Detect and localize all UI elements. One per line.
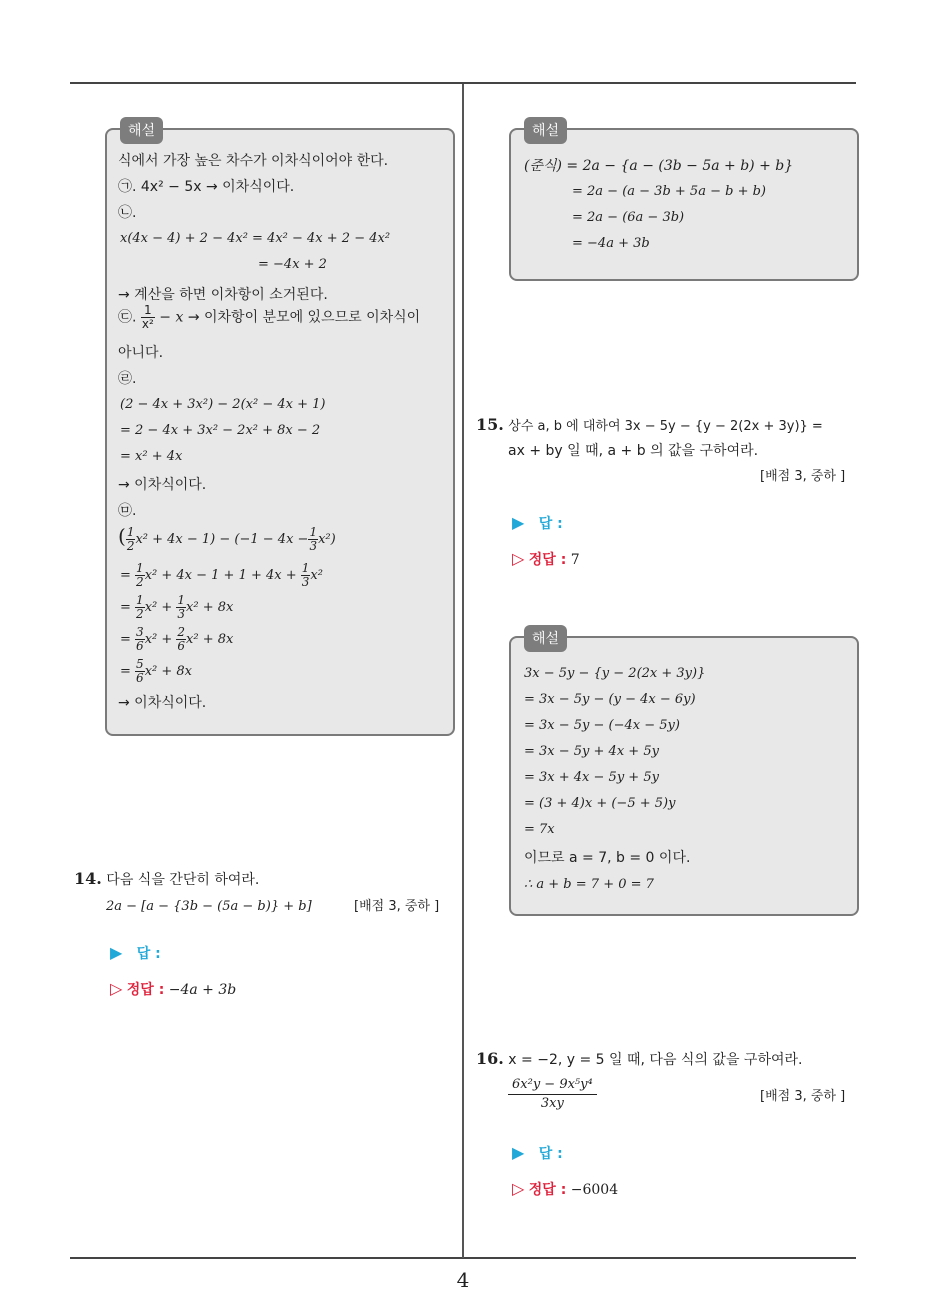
score-meta: [배점 3, 중하 ]: [760, 469, 846, 484]
explanation-line: = 3x − 5y − (−4x − 5y): [524, 718, 680, 733]
explanation-line: ㉡.: [118, 205, 137, 221]
correct-label: 정답 :: [528, 552, 567, 568]
answer-label: 답 :: [538, 516, 563, 532]
explanation-line: → 이차식이다.: [118, 695, 207, 711]
outline-triangle-icon: ▷: [512, 1179, 525, 1198]
explanation-line: x(4x − 4) + 2 − 4x² = 4x² − 4x + 2 − 4x²: [120, 231, 391, 246]
explanation-line: → 계산을 하면 이차항이 소거된다.: [118, 287, 328, 303]
correct-row: [110, 980, 236, 999]
filled-triangle-icon: ▶: [512, 1143, 525, 1162]
explanation-line: = (3 + 4)x + (−5 + 5)y: [524, 796, 676, 811]
question-text: 다음 식을 간단히 하여라.: [106, 872, 260, 888]
explanation-line: = 2 − 4x + 3x² − 2x² + 8x − 2: [120, 423, 321, 438]
explanation-line: = 7x: [524, 822, 555, 837]
explanation-line: = $\frac{1}{2}$ x² + $\frac{1}{3}$ x² + 8x: [120, 593, 234, 621]
explanation-line: = −4a + 3b: [572, 236, 650, 251]
correct-value: 7: [570, 552, 580, 568]
outline-triangle-icon: ▷: [512, 549, 525, 568]
explanation-line: = 2a − (6a − 3b): [572, 210, 685, 225]
answer-label: 답 :: [136, 946, 161, 962]
explanation-line: = $\frac{5}{6}$ x² + 8x: [120, 657, 192, 685]
question-number: 15.: [476, 415, 504, 434]
explanation-line: ㉠. 4x² − 5x → 이차식이다.: [118, 179, 295, 195]
answer-row[interactable]: [110, 944, 161, 963]
explanation-line: = 3x − 5y − (y − 4x − 6y): [524, 692, 696, 707]
correct-row: [512, 550, 580, 569]
explanation-line: 이므로 a = 7, b = 0 이다.: [524, 850, 691, 866]
question-text: 상수 a, b 에 대하여 3x − 5y − {y − 2(2x + 3y)} =: [508, 419, 823, 434]
explanation-line: 3x − 5y − {y − 2(2x + 3y)}: [524, 666, 706, 681]
explanation-line: = $\frac{1}{2}$ x² + 4x − 1 + 1 + 4x + $\frac{1}{3}$ x²: [120, 561, 323, 589]
answer-row[interactable]: [512, 514, 563, 533]
explanation-line: = −4x + 2: [258, 257, 327, 272]
question-number: 14.: [74, 869, 102, 888]
outline-triangle-icon: ▷: [110, 979, 123, 998]
explanation-line: ( $\frac{1}{2}$ x² + 4x − 1) − (−1 − 4x − $\frac{1}{3}$ x²): [118, 524, 336, 553]
explanation-tag: 해설: [524, 117, 567, 144]
explanation-line: (준식) = 2a − {a − (3b − 5a + b) + b}: [524, 158, 794, 174]
correct-value: −6004: [570, 1182, 619, 1198]
question-fraction: $\frac{\text{6x²y − 9x⁵y⁴}}{3xy}$: [508, 1076, 597, 1113]
explanation-line: = 3x + 4x − 5y + 5y: [524, 770, 659, 785]
right-explanation-box-1: [509, 128, 859, 281]
explanation-line: ㉤.: [118, 503, 137, 519]
explanation-line: 아니다.: [118, 345, 164, 361]
correct-value: −4a + 3b: [168, 982, 237, 998]
question-14: [74, 870, 259, 889]
question-15: [476, 416, 823, 436]
question-text: x = −2, y = 5 일 때, 다음 식의 값을 구하여라.: [508, 1052, 803, 1068]
explanation-line: ㉣.: [118, 371, 137, 387]
explanation-tag: 해설: [120, 117, 163, 144]
filled-triangle-icon: ▶: [110, 943, 123, 962]
explanation-line: = 2a − (a − 3b + 5a − b + b): [572, 184, 766, 199]
score-meta: [배점 3, 중하 ]: [760, 1089, 846, 1104]
question-16: [476, 1050, 802, 1069]
explanation-line: (2 − 4x + 3x²) − 2(x² − 4x + 1): [120, 397, 326, 412]
answer-label: 답 :: [538, 1146, 563, 1162]
score-meta: [배점 3, 중하 ]: [354, 899, 440, 914]
question-expression: 2a − [a − {3b − (5a − b)} + b]: [106, 899, 312, 914]
item-marker: ㉢.: [118, 309, 137, 326]
explanation-line: ㉢. $\frac{1}{\text{x²}}$ − x → 이차항이 분모에 있으므로 이차식이: [118, 303, 421, 331]
explanation-line: = 3x − 5y + 4x + 5y: [524, 744, 659, 759]
question-text: ax + by 일 때, a + b 의 값을 구하여라.: [508, 443, 759, 459]
fraction: $\frac{1}{\text{x²}}$: [141, 303, 154, 331]
page-number: 4: [456, 1268, 470, 1292]
question-number: 16.: [476, 1049, 504, 1068]
filled-triangle-icon: ▶: [512, 513, 525, 532]
correct-label: 정답 :: [126, 982, 165, 998]
explanation-line: ∴ a + b = 7 + 0 = 7: [524, 877, 654, 892]
correct-label: 정답 :: [528, 1182, 567, 1198]
explanation-line: = $\frac{3}{6}$ x² + $\frac{2}{6}$ x² + 8x: [120, 625, 234, 653]
explanation-line: = x² + 4x: [120, 449, 183, 464]
correct-row: [512, 1180, 618, 1199]
explanation-line: 식에서 가장 높은 차수가 이차식이어야 한다.: [118, 153, 389, 169]
explanation-tag: 해설: [524, 625, 567, 652]
answer-row[interactable]: [512, 1144, 563, 1163]
explanation-line: → 이차식이다.: [118, 477, 207, 493]
column-divider: [462, 84, 464, 1258]
